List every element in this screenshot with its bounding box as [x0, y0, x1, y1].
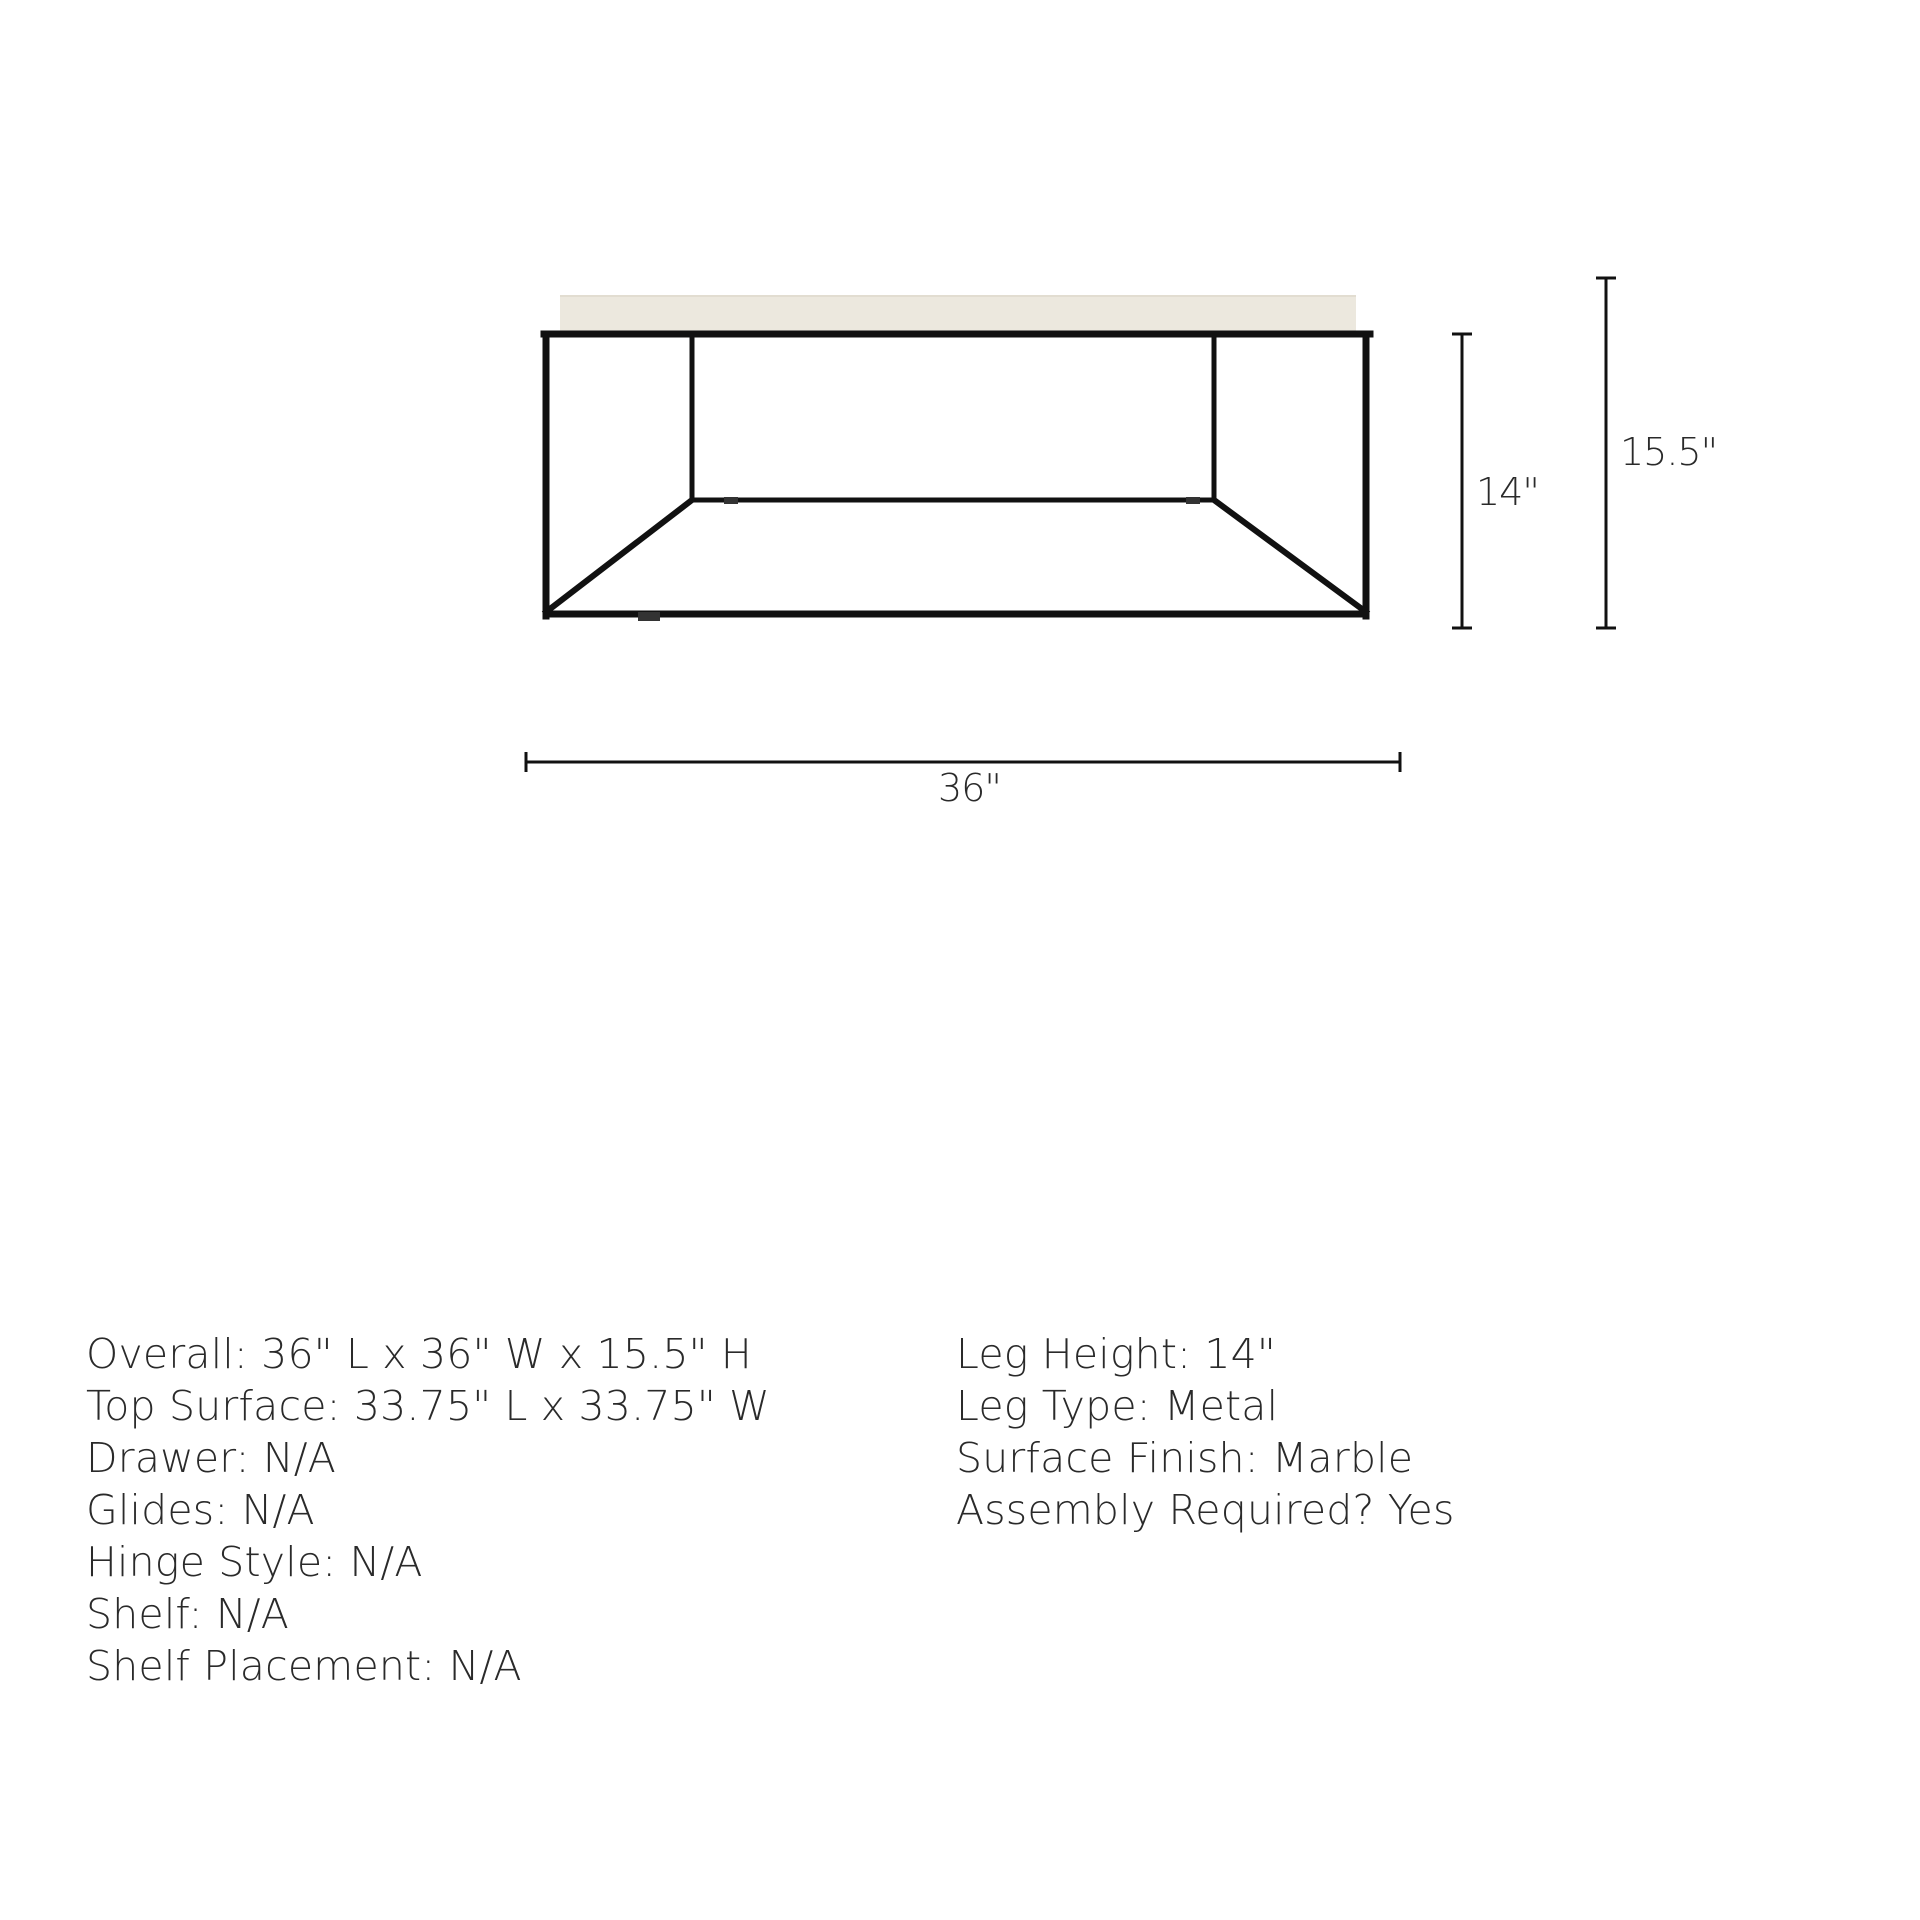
metal-frame	[544, 334, 1370, 616]
spec-overall: Overall: 36" L x 36" W x 15.5" H	[86, 1330, 752, 1378]
specs-left-column	[86, 1328, 770, 1692]
spec-leg-type: Leg Type: Metal	[956, 1382, 1279, 1430]
width-label: 36"	[938, 766, 1001, 810]
spec-surface-finish: Surface Finish: Marble	[956, 1434, 1414, 1482]
specs-right-column	[956, 1328, 1455, 1536]
leg-height-label: 14"	[1476, 470, 1539, 514]
coffee-table-illustration	[544, 296, 1370, 621]
spec-drawer: Drawer: N/A	[86, 1434, 337, 1482]
spec-hinge-style: Hinge Style: N/A	[86, 1538, 423, 1586]
spec-top-surface: Top Surface: 33.75" L x 33.75" W	[86, 1382, 770, 1430]
overall-height-label: 15.5"	[1620, 430, 1718, 474]
marble-top	[560, 296, 1356, 332]
spec-leg-height: Leg Height: 14"	[956, 1330, 1276, 1378]
spec-shelf: Shelf: N/A	[86, 1590, 289, 1638]
spec-glides: Glides: N/A	[86, 1486, 315, 1534]
spec-shelf-placement: Shelf Placement: N/A	[86, 1642, 522, 1690]
spec-assembly-required: Assembly Required? Yes	[956, 1486, 1455, 1534]
